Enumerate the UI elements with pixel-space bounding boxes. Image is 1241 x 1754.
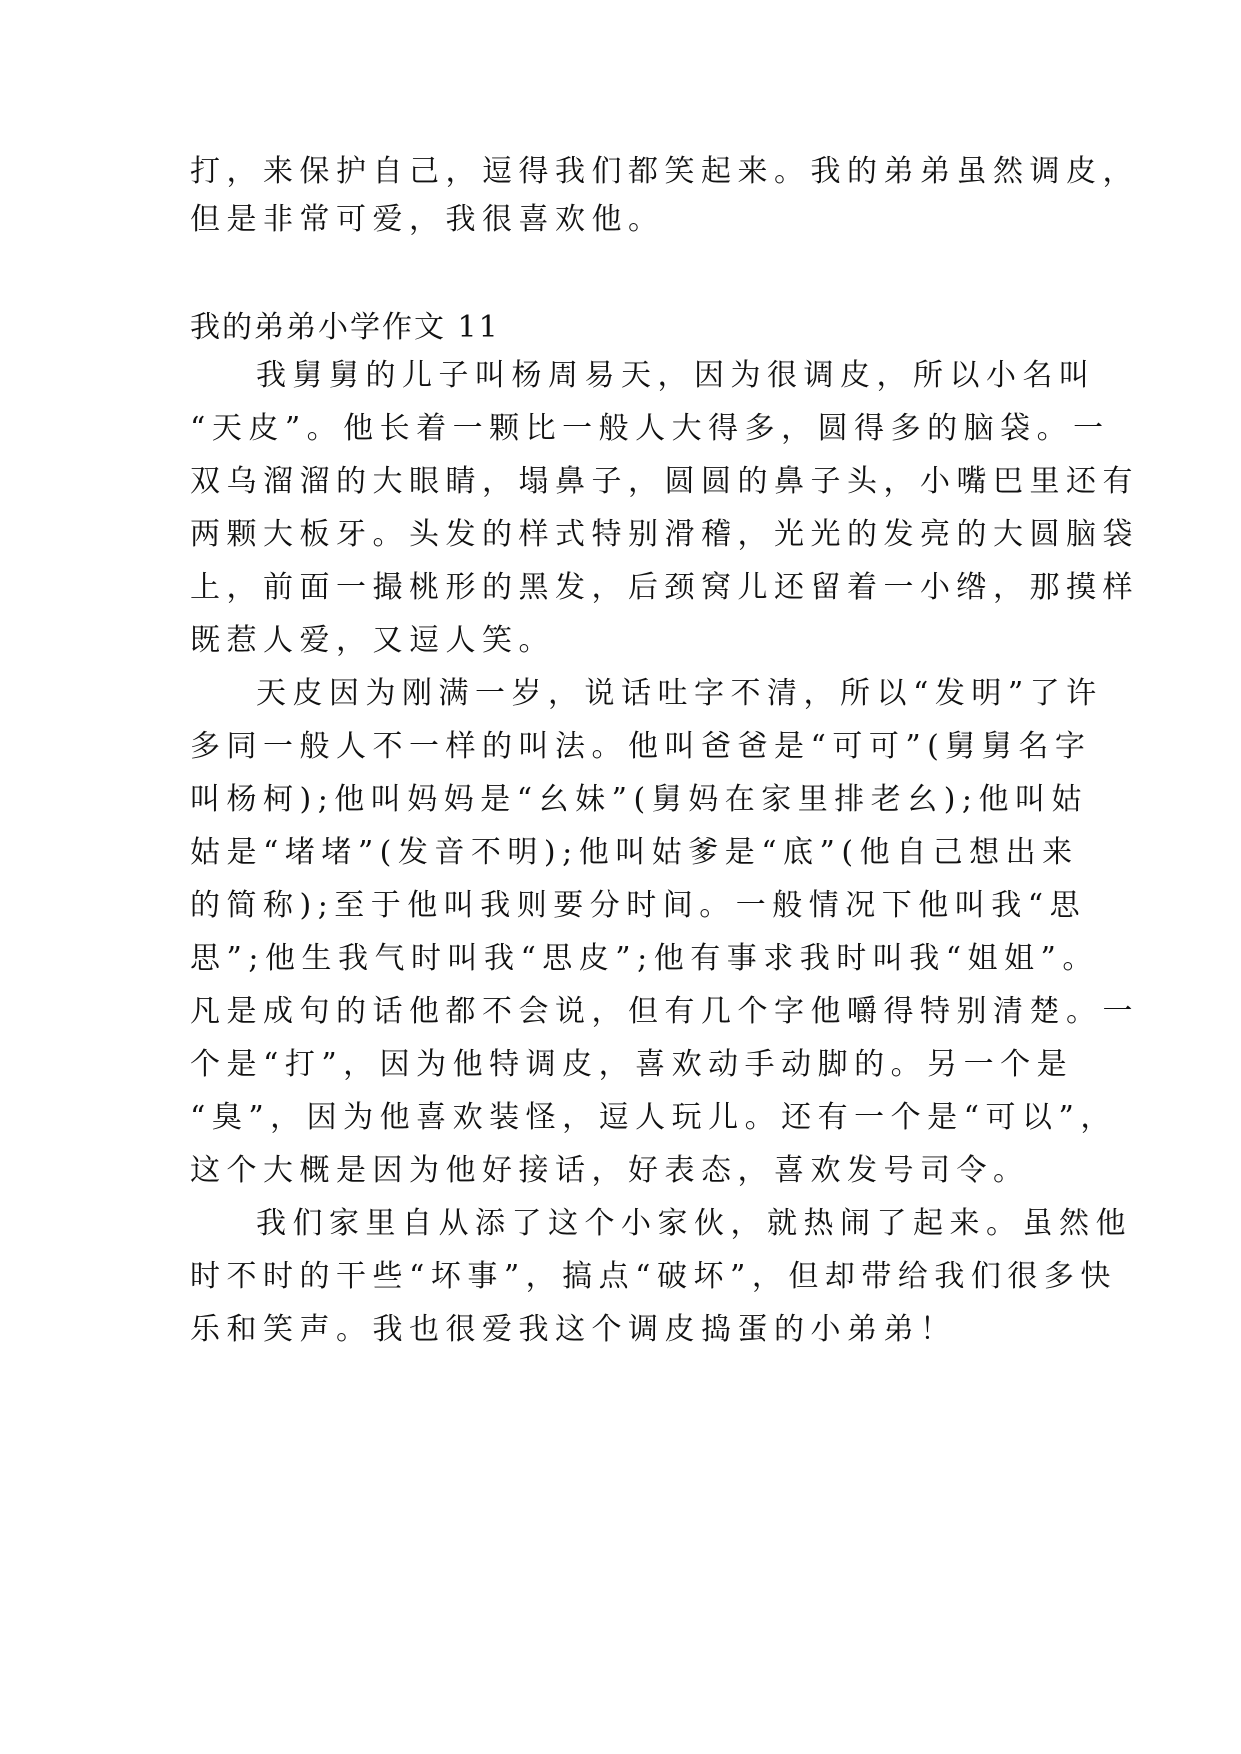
text-line: 姑是“堵堵”(发音不明);他叫姑爹是“底”(他自己想出来 <box>190 835 1079 870</box>
text-line: “臭”，因为他喜欢装怪，逗人玩儿。还有一个是“可以”， <box>190 1100 1117 1135</box>
text-line: 打，来保护自己，逗得我们都笑起来。我的弟弟虽然调皮， <box>190 154 1139 189</box>
text-line: 上，前面一撮桃形的黑发，后颈窝儿还留着一小绺，那摸样 <box>190 570 1139 605</box>
text-line: 凡是成句的话他都不会说，但有几个字他嚼得特别清楚。一 <box>190 994 1139 1029</box>
text-line: 两颗大板牙。头发的样式特别滑稽，光光的发亮的大圆脑袋 <box>190 517 1139 552</box>
text-line: 多同一般人不一样的叫法。他叫爸爸是“可可”(舅舅名字 <box>190 729 1092 764</box>
text-line: 双乌溜溜的大眼睛，塌鼻子，圆圆的鼻子头，小嘴巴里还有 <box>190 464 1139 499</box>
text-line: 既惹人爱，又逗人笑。 <box>190 623 555 658</box>
text-line: 时不时的干些“坏事”，搞点“破坏”，但却带给我们很多快 <box>190 1259 1117 1294</box>
text-line: 乐和笑声。我也很爱我这个调皮捣蛋的小弟弟！ <box>190 1312 957 1347</box>
text-line: 天皮因为刚满一岁，说话吐字不清，所以“发明”了许 <box>256 676 1103 711</box>
text-line: 我们家里自从添了这个小家伙，就热闹了起来。虽然他 <box>256 1206 1132 1241</box>
section-title: 我的弟弟小学作文 11 <box>190 310 500 345</box>
text-line: 叫杨柯);他叫妈妈是“幺妹”(舅妈在家里排老幺);他叫姑 <box>190 782 1089 817</box>
text-line: 我舅舅的儿子叫杨周易天，因为很调皮，所以小名叫 <box>256 358 1096 393</box>
text-line: 这个大概是因为他好接话，好表态，喜欢发号司令。 <box>190 1153 1030 1188</box>
text-line: 思”;他生我气时叫我“思皮”;他有事求我时叫我“姐姐”。 <box>190 941 1099 976</box>
text-line: 但是非常可爱，我很喜欢他。 <box>190 202 665 237</box>
text-line: 的简称);至于他叫我则要分时间。一般情况下他叫我“思 <box>190 888 1087 923</box>
text-line: 个是“打”，因为他特调皮，喜欢动手动脚的。另一个是 <box>190 1047 1074 1082</box>
text-line: “天皮”。他长着一颗比一般人大得多，圆得多的脑袋。一 <box>190 411 1110 446</box>
